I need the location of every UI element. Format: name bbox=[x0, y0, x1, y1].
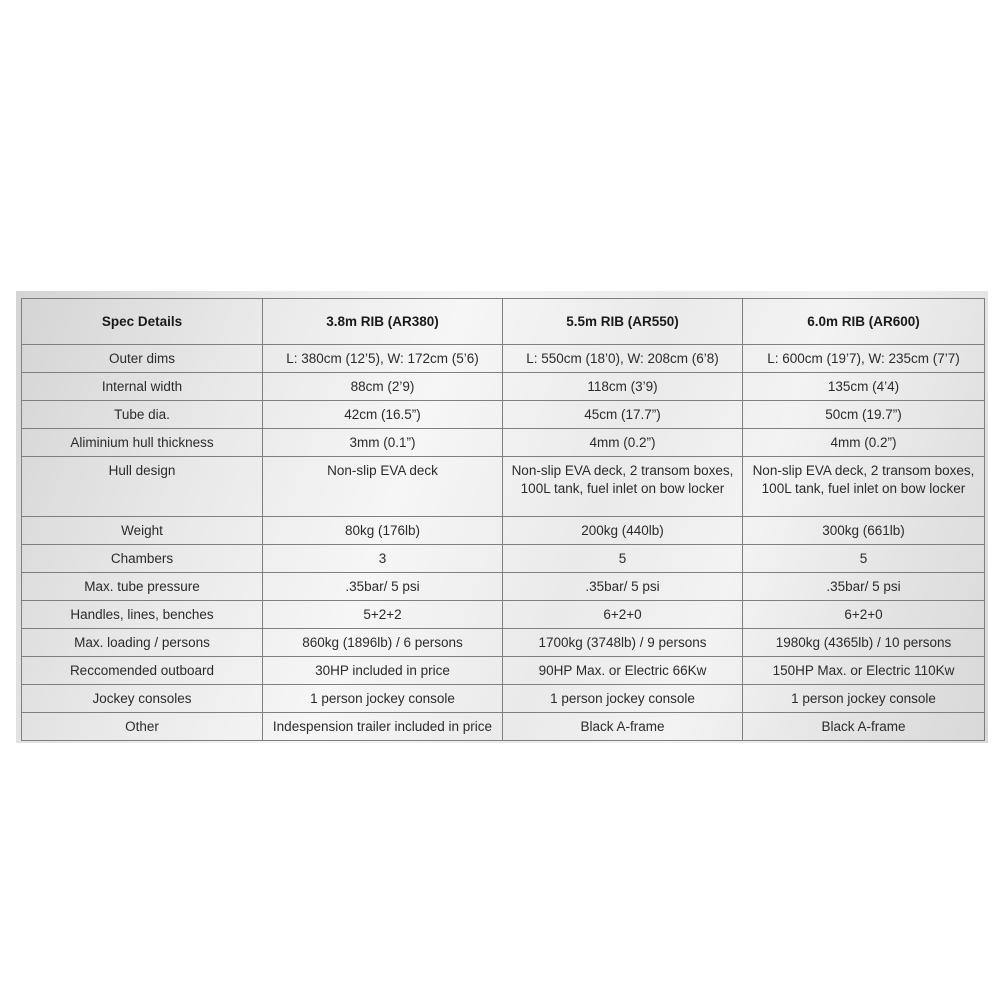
cell-ar600: 5 bbox=[743, 545, 985, 573]
cell-ar380: 860kg (1896lb) / 6 persons bbox=[263, 629, 503, 657]
row-label: Max. loading / persons bbox=[22, 629, 263, 657]
cell-ar600: L: 600cm (19’7), W: 235cm (7’7) bbox=[743, 345, 985, 373]
cell-ar380: 80kg (176lb) bbox=[263, 517, 503, 545]
table-row bbox=[22, 401, 985, 429]
row-label: Weight bbox=[22, 517, 263, 545]
cell-ar550: L: 550cm (18’0), W: 208cm (6’8) bbox=[503, 345, 743, 373]
row-label: Reccomended outboard bbox=[22, 657, 263, 685]
cell-ar600: Black A-frame bbox=[743, 713, 985, 741]
row-label: Hull design bbox=[22, 457, 263, 517]
table-row bbox=[22, 657, 985, 685]
cell-ar600: 300kg (661lb) bbox=[743, 517, 985, 545]
cell-ar550: 1700kg (3748lb) / 9 persons bbox=[503, 629, 743, 657]
cell-line: 100L tank, fuel inlet on bow locker bbox=[761, 481, 966, 496]
row-label: Aliminium hull thickness bbox=[22, 429, 263, 457]
spec-sheet bbox=[16, 291, 988, 743]
cell-ar600: .35bar/ 5 psi bbox=[743, 573, 985, 601]
cell-ar600 bbox=[743, 457, 985, 517]
header-spec-details: Spec Details bbox=[22, 299, 263, 345]
cell-ar380: 3 bbox=[263, 545, 503, 573]
cell-ar550: 45cm (17.7”) bbox=[503, 401, 743, 429]
cell-ar550: .35bar/ 5 psi bbox=[503, 573, 743, 601]
cell-ar550: 1 person jockey console bbox=[503, 685, 743, 713]
header-ar380: 3.8m RIB (AR380) bbox=[263, 299, 503, 345]
cell-ar550: 5 bbox=[503, 545, 743, 573]
cell-ar550: 4mm (0.2”) bbox=[503, 429, 743, 457]
cell-ar550: 200kg (440lb) bbox=[503, 517, 743, 545]
cell-ar380: 42cm (16.5”) bbox=[263, 401, 503, 429]
cell-ar550: 90HP Max. or Electric 66Kw bbox=[503, 657, 743, 685]
table-row bbox=[22, 713, 985, 741]
row-label: Handles, lines, benches bbox=[22, 601, 263, 629]
cell-ar600: 1 person jockey console bbox=[743, 685, 985, 713]
table-row bbox=[22, 601, 985, 629]
cell-ar380: 88cm (2’9) bbox=[263, 373, 503, 401]
cell-ar380: L: 380cm (12’5), W: 172cm (5’6) bbox=[263, 345, 503, 373]
row-label: Jockey consoles bbox=[22, 685, 263, 713]
header-ar550: 5.5m RIB (AR550) bbox=[503, 299, 743, 345]
cell-ar380: .35bar/ 5 psi bbox=[263, 573, 503, 601]
cell-ar550: 6+2+0 bbox=[503, 601, 743, 629]
table-row bbox=[22, 685, 985, 713]
row-label: Other bbox=[22, 713, 263, 741]
table-row bbox=[22, 373, 985, 401]
cell-ar550: 118cm (3’9) bbox=[503, 373, 743, 401]
cell-ar600: 6+2+0 bbox=[743, 601, 985, 629]
header-ar600: 6.0m RIB (AR600) bbox=[743, 299, 985, 345]
cell-ar380: 30HP included in price bbox=[263, 657, 503, 685]
row-label: Chambers bbox=[22, 545, 263, 573]
table-row bbox=[22, 517, 985, 545]
table-row bbox=[22, 629, 985, 657]
header-row bbox=[22, 299, 985, 345]
row-label: Tube dia. bbox=[22, 401, 263, 429]
table-row bbox=[22, 545, 985, 573]
row-label: Internal width bbox=[22, 373, 263, 401]
cell-ar380: 3mm (0.1”) bbox=[263, 429, 503, 457]
spec-table bbox=[21, 298, 985, 741]
cell-ar380: Indespension trailer included in price bbox=[263, 713, 503, 741]
cell-ar600: 50cm (19.7”) bbox=[743, 401, 985, 429]
cell-line: Non-slip EVA deck bbox=[327, 463, 438, 478]
cell-ar600: 135cm (4’4) bbox=[743, 373, 985, 401]
cell-ar380: 1 person jockey console bbox=[263, 685, 503, 713]
cell-line: 100L tank, fuel inlet on bow locker bbox=[520, 481, 725, 496]
cell-ar550 bbox=[503, 457, 743, 517]
table-row bbox=[22, 573, 985, 601]
cell-ar600: 150HP Max. or Electric 110Kw bbox=[743, 657, 985, 685]
table-row bbox=[22, 345, 985, 373]
row-label: Outer dims bbox=[22, 345, 263, 373]
row-label: Max. tube pressure bbox=[22, 573, 263, 601]
cell-ar600: 4mm (0.2”) bbox=[743, 429, 985, 457]
table-row bbox=[22, 429, 985, 457]
cell-line: Non-slip EVA deck, 2 transom boxes, bbox=[752, 463, 975, 478]
cell-ar380 bbox=[263, 457, 503, 517]
cell-ar600: 1980kg (4365lb) / 10 persons bbox=[743, 629, 985, 657]
table-row bbox=[22, 457, 985, 517]
cell-ar380: 5+2+2 bbox=[263, 601, 503, 629]
cell-ar550: Black A-frame bbox=[503, 713, 743, 741]
cell-line: Non-slip EVA deck, 2 transom boxes, bbox=[511, 463, 734, 478]
